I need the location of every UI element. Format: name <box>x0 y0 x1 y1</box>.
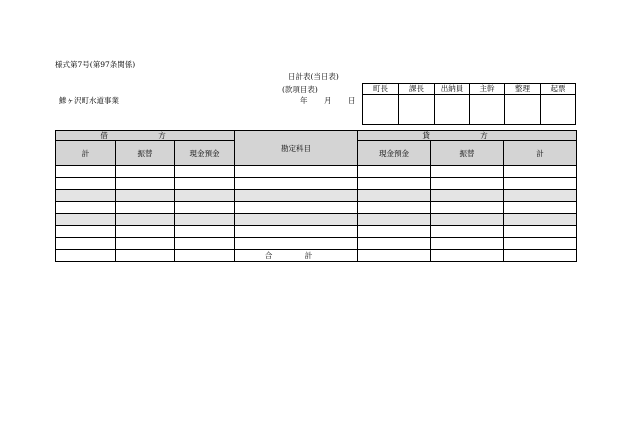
credit-transfer-cell[interactable] <box>431 166 504 178</box>
debit-transfer-cell[interactable] <box>116 178 175 190</box>
stamp-label-drafter: 起票 <box>541 84 576 95</box>
approval-stamp-table <box>362 83 576 125</box>
credit-cash-cell[interactable] <box>358 166 431 178</box>
debit-cash-cell[interactable] <box>175 214 235 226</box>
credit-transfer-cell[interactable] <box>431 214 504 226</box>
debit-transfer-cell[interactable] <box>116 202 175 214</box>
debit-cash-cell[interactable] <box>175 202 235 214</box>
debit-total-cell[interactable] <box>56 214 116 226</box>
account-subject-header: 勘定科目 <box>235 131 358 166</box>
stamp-label-treasurer: 出納員 <box>435 84 470 95</box>
ledger-row <box>56 202 577 214</box>
total-debit-total-cell[interactable] <box>56 250 116 262</box>
stamp-box-treasurer[interactable] <box>435 95 470 125</box>
credit-total-cell[interactable] <box>504 202 577 214</box>
credit-transfer-cell[interactable] <box>431 202 504 214</box>
debit-transfer-cell[interactable] <box>116 190 175 202</box>
debit-cash-cell[interactable] <box>175 226 235 238</box>
account-subject-cell[interactable] <box>235 178 358 190</box>
date-day-label: 日 <box>348 96 356 105</box>
form-number: 様式第7号(第97条関係) <box>55 60 136 69</box>
credit-cash-cell[interactable] <box>358 178 431 190</box>
stamp-box-mayor[interactable] <box>363 95 399 125</box>
credit-total-cell[interactable] <box>504 166 577 178</box>
account-subject-cell[interactable] <box>235 226 358 238</box>
debit-transfer-cell[interactable] <box>116 226 175 238</box>
debit-cash-deposit-header: 現金預金 <box>175 141 235 166</box>
stamp-label-section-chief: 課長 <box>399 84 435 95</box>
debit-total-cell[interactable] <box>56 166 116 178</box>
ledger-row <box>56 166 577 178</box>
account-subject-cell[interactable] <box>235 166 358 178</box>
credit-transfer-cell[interactable] <box>431 238 504 250</box>
stamp-box-arrangement[interactable] <box>505 95 541 125</box>
debit-total-cell[interactable] <box>56 226 116 238</box>
account-subject-cell[interactable] <box>235 202 358 214</box>
credit-cash-cell[interactable] <box>358 226 431 238</box>
debit-total-cell[interactable] <box>56 178 116 190</box>
credit-total-cell[interactable] <box>504 226 577 238</box>
credit-total-cell[interactable] <box>504 190 577 202</box>
credit-cash-cell[interactable] <box>358 190 431 202</box>
total-debit-transfer-cell[interactable] <box>116 250 175 262</box>
credit-cash-cell[interactable] <box>358 202 431 214</box>
ledger-row <box>56 226 577 238</box>
stamp-box-section-chief[interactable] <box>399 95 435 125</box>
credit-total-cell[interactable] <box>504 214 577 226</box>
account-subject-cell[interactable] <box>235 238 358 250</box>
debit-total-cell[interactable] <box>56 190 116 202</box>
credit-header: 貸 方 <box>358 131 577 141</box>
debit-total-cell[interactable] <box>56 238 116 250</box>
total-label: 合 計 <box>235 250 358 262</box>
debit-transfer-cell[interactable] <box>116 238 175 250</box>
debit-cash-cell[interactable] <box>175 190 235 202</box>
ledger-rows <box>56 166 577 250</box>
credit-total-cell[interactable] <box>504 238 577 250</box>
total-debit-cash-cell[interactable] <box>175 250 235 262</box>
account-subject-cell[interactable] <box>235 190 358 202</box>
debit-transfer-cell[interactable] <box>116 166 175 178</box>
debit-cash-cell[interactable] <box>175 166 235 178</box>
credit-transfer-cell[interactable] <box>431 190 504 202</box>
document-subtitle: (款項目表) <box>282 85 318 94</box>
total-credit-transfer-cell[interactable] <box>431 250 504 262</box>
credit-total-cell[interactable] <box>504 178 577 190</box>
debit-total-cell[interactable] <box>56 202 116 214</box>
debit-cash-cell[interactable] <box>175 238 235 250</box>
ledger-row <box>56 238 577 250</box>
debit-transfer-header: 振替 <box>116 141 175 166</box>
ledger-row <box>56 190 577 202</box>
ledger-row <box>56 214 577 226</box>
debit-transfer-cell[interactable] <box>116 214 175 226</box>
date-year-label: 年 <box>300 96 308 105</box>
stamp-label-chief: 主幹 <box>470 84 505 95</box>
credit-total-header: 計 <box>504 141 577 166</box>
ledger-table <box>55 130 577 262</box>
total-credit-cash-cell[interactable] <box>358 250 431 262</box>
debit-total-header: 計 <box>56 141 116 166</box>
total-credit-total-cell[interactable] <box>504 250 577 262</box>
organization-name: 鰺ヶ沢町水道事業 <box>59 96 119 105</box>
stamp-label-arrangement: 整理 <box>505 84 541 95</box>
stamp-box-drafter[interactable] <box>541 95 576 125</box>
account-subject-cell[interactable] <box>235 214 358 226</box>
credit-cash-cell[interactable] <box>358 214 431 226</box>
debit-cash-cell[interactable] <box>175 178 235 190</box>
credit-transfer-cell[interactable] <box>431 178 504 190</box>
document-title: 日計表(当日表) <box>288 72 339 81</box>
credit-cash-deposit-header: 現金預金 <box>358 141 431 166</box>
stamp-label-mayor: 町長 <box>363 84 399 95</box>
credit-cash-cell[interactable] <box>358 238 431 250</box>
date-month-label: 月 <box>324 96 332 105</box>
credit-transfer-header: 振替 <box>431 141 504 166</box>
ledger-row <box>56 178 577 190</box>
debit-header: 借 方 <box>56 131 235 141</box>
stamp-box-chief[interactable] <box>470 95 505 125</box>
credit-transfer-cell[interactable] <box>431 226 504 238</box>
